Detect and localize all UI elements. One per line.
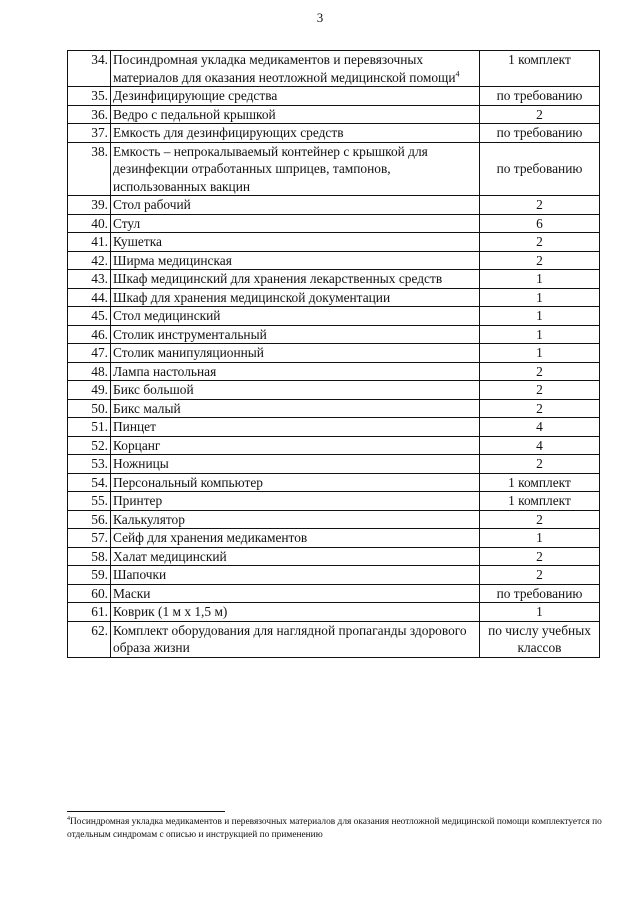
item-name-text: Посиндромная укладка медикаментов и перевязочных материалов для оказания неотложной медицинской помощи	[113, 52, 456, 85]
item-quantity: 2	[480, 399, 600, 418]
row-number: 60.	[68, 584, 111, 603]
table-row	[68, 214, 600, 233]
item-name-text: Коврик (1 м х 1,5 м)	[113, 604, 228, 619]
table-row	[68, 307, 600, 326]
row-number: 56.	[68, 510, 111, 529]
item-name-text: Халат медицинский	[113, 548, 227, 564]
row-number: 38.	[68, 142, 111, 196]
row-number: 46.	[68, 325, 111, 344]
row-number: 36.	[68, 105, 111, 124]
item-name-text: Калькулятор	[113, 511, 185, 527]
footnote	[67, 816, 607, 842]
item-name-text: Стул	[113, 215, 141, 231]
table-row	[68, 492, 600, 511]
row-number: 44.	[68, 288, 111, 307]
row-number: 58.	[68, 547, 111, 566]
table-row	[68, 142, 600, 196]
item-quantity: 2	[480, 455, 600, 474]
item-name	[111, 510, 480, 529]
item-name-text: Персональный компьютер	[113, 474, 263, 490]
row-number: 61.	[68, 603, 111, 622]
table-row	[68, 51, 600, 87]
table-row	[68, 288, 600, 307]
table-row	[68, 529, 600, 548]
table-row	[68, 547, 600, 566]
item-quantity: 1	[480, 603, 600, 622]
item-quantity: 2	[480, 381, 600, 400]
item-name-text: Маски	[113, 585, 151, 601]
item-quantity: 2	[480, 233, 600, 252]
equipment-table-body	[68, 51, 600, 658]
table-row	[68, 124, 600, 143]
row-number: 40.	[68, 214, 111, 233]
item-quantity: по числу учебных классов	[480, 621, 600, 657]
item-name	[111, 124, 480, 143]
row-number: 49.	[68, 381, 111, 400]
item-quantity: по требованию	[480, 584, 600, 603]
item-quantity: 6	[480, 214, 600, 233]
table-row	[68, 566, 600, 585]
item-quantity: 2	[480, 547, 600, 566]
table-row	[68, 87, 600, 106]
item-name	[111, 418, 480, 437]
item-name	[111, 214, 480, 233]
item-name	[111, 529, 480, 548]
row-number: 47.	[68, 344, 111, 363]
table-row	[68, 233, 600, 252]
row-number: 62.	[68, 621, 111, 657]
item-name	[111, 251, 480, 270]
row-number: 37.	[68, 124, 111, 143]
item-name	[111, 325, 480, 344]
table-row	[68, 325, 600, 344]
item-name-text: Кушетка	[113, 234, 162, 249]
table-row	[68, 603, 600, 622]
row-number: 48.	[68, 362, 111, 381]
item-quantity: 2	[480, 566, 600, 585]
item-name	[111, 233, 480, 252]
item-name	[111, 584, 480, 603]
item-quantity: 2	[480, 105, 600, 124]
item-name	[111, 436, 480, 455]
item-name-text: Ножницы	[113, 456, 169, 471]
item-quantity: 2	[480, 362, 600, 381]
item-quantity: 1 комплект	[480, 51, 600, 87]
item-name-text: Ведро с педальной крышкой	[113, 106, 276, 122]
item-name	[111, 547, 480, 566]
item-name	[111, 566, 480, 585]
item-quantity: 2	[480, 251, 600, 270]
row-number: 34.	[68, 51, 111, 87]
row-number: 57.	[68, 529, 111, 548]
item-name-text: Лампа настольная	[113, 363, 217, 379]
item-quantity: по требованию	[480, 87, 600, 106]
item-name	[111, 603, 480, 622]
item-quantity: 1	[480, 270, 600, 289]
item-name	[111, 196, 480, 215]
row-number: 41.	[68, 233, 111, 252]
item-name-text: Шкаф для хранения медицинской документации	[113, 289, 391, 305]
row-number: 35.	[68, 87, 111, 106]
item-name	[111, 381, 480, 400]
item-name-text: Ширма медицинская	[113, 252, 232, 268]
item-name	[111, 455, 480, 474]
item-quantity: 1 комплект	[480, 473, 600, 492]
item-quantity: 1	[480, 529, 600, 548]
item-name	[111, 344, 480, 363]
row-number: 43.	[68, 270, 111, 289]
row-number: 53.	[68, 455, 111, 474]
footnote-reference: 4	[455, 69, 460, 79]
item-name	[111, 399, 480, 418]
row-number: 55.	[68, 492, 111, 511]
table-row	[68, 584, 600, 603]
item-name-text: Емкость – непрокалываемый контейнер с крышкой для дезинфекции отработанных шприцев, тампонов, использованных вакцин	[113, 143, 428, 194]
item-name-text: Пинцет	[113, 419, 156, 434]
table-row	[68, 418, 600, 437]
item-name-text: Емкость для дезинфицирующих средств	[113, 125, 344, 140]
item-name	[111, 473, 480, 492]
item-name-text: Стол медицинский	[113, 308, 221, 323]
row-number: 50.	[68, 399, 111, 418]
table-row	[68, 510, 600, 529]
row-number: 54.	[68, 473, 111, 492]
item-name-text: Столик инструментальный	[113, 326, 267, 342]
table-row	[68, 344, 600, 363]
table-row	[68, 381, 600, 400]
item-name	[111, 621, 480, 657]
item-quantity: 2	[480, 510, 600, 529]
item-name-text: Комплект оборудования для наглядной пропаганды здорового образа жизни	[113, 622, 467, 655]
footnote-text: Посиндромная укладка медикаментов и перевязочных материалов для оказания неотложной медицинской помощи комплектуется по отдельным синдромам с описью и инструкцией по применению	[67, 817, 602, 840]
row-number: 52.	[68, 436, 111, 455]
item-name	[111, 307, 480, 326]
table-row	[68, 436, 600, 455]
row-number: 42.	[68, 251, 111, 270]
item-quantity: 4	[480, 436, 600, 455]
item-name-text: Стол рабочий	[113, 197, 191, 212]
row-number: 45.	[68, 307, 111, 326]
table-row	[68, 270, 600, 289]
table-row	[68, 621, 600, 657]
item-name-text: Корцанг	[113, 437, 161, 453]
item-name-text: Принтер	[113, 493, 163, 508]
table-row	[68, 399, 600, 418]
table-row	[68, 362, 600, 381]
item-name-text: Столик манипуляционный	[113, 345, 264, 360]
item-name	[111, 142, 480, 196]
item-quantity: по требованию	[480, 142, 600, 196]
row-number: 39.	[68, 196, 111, 215]
row-number: 51.	[68, 418, 111, 437]
item-name	[111, 288, 480, 307]
footnote-marker: 4	[67, 815, 70, 822]
table-row	[68, 473, 600, 492]
row-number: 59.	[68, 566, 111, 585]
item-quantity: 1	[480, 344, 600, 363]
item-name	[111, 492, 480, 511]
item-quantity: 4	[480, 418, 600, 437]
table-row	[68, 251, 600, 270]
item-quantity: 2	[480, 196, 600, 215]
item-name-text: Шкаф медицинский для хранения лекарственных средств	[113, 271, 443, 286]
item-name-text: Сейф для хранения медикаментов	[113, 530, 308, 545]
item-quantity: 1 комплект	[480, 492, 600, 511]
item-name	[111, 51, 480, 87]
item-name	[111, 270, 480, 289]
item-name-text: Бикс большой	[113, 382, 194, 397]
item-name-text: Бикс малый	[113, 400, 181, 416]
item-name	[111, 362, 480, 381]
item-name	[111, 105, 480, 124]
item-name	[111, 87, 480, 106]
equipment-table	[67, 50, 600, 658]
item-quantity: по требованию	[480, 124, 600, 143]
item-quantity: 1	[480, 325, 600, 344]
item-quantity: 1	[480, 307, 600, 326]
table-row	[68, 105, 600, 124]
item-quantity: 1	[480, 288, 600, 307]
item-name-text: Дезинфицирующие средства	[113, 88, 278, 103]
table-row	[68, 455, 600, 474]
page-number: 3	[316, 10, 324, 25]
table-row	[68, 196, 600, 215]
footnote-divider	[67, 811, 225, 812]
item-name-text: Шапочки	[113, 567, 167, 582]
